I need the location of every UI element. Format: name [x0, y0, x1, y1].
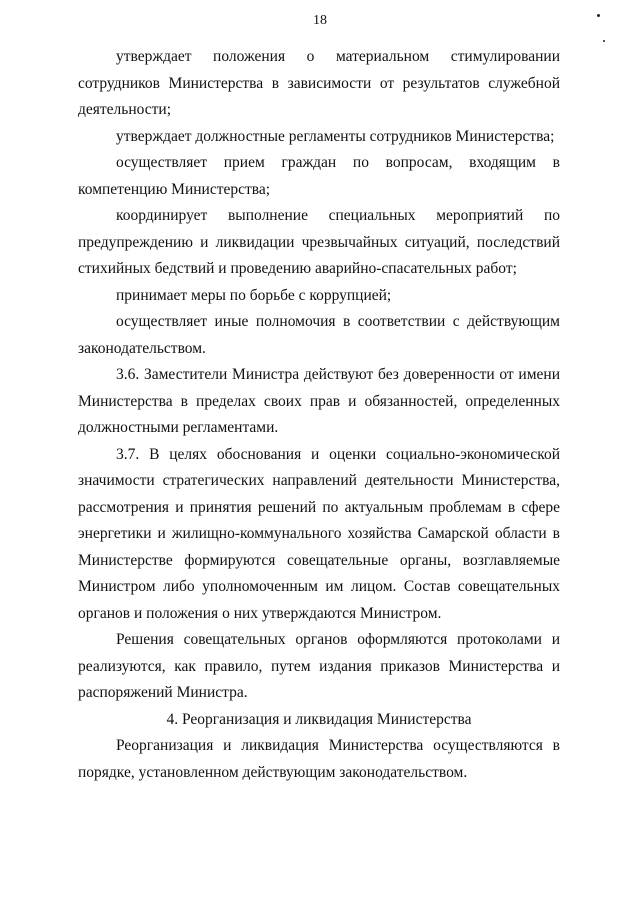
scan-speck [597, 14, 600, 17]
paragraph: осуществляет прием граждан по вопросам, входящим в компетенцию Министерства; [78, 154, 560, 198]
paragraph: принимает меры по борьбе с коррупцией; [116, 286, 392, 304]
paragraph: 3.7. В целях обоснования и оценки социально-экономической значимости стратегических направлений деятельности Министерства, рассмотрения и принятия решений по актуальным проблемам в сфере энергетики и жилищно-коммунального хозяйства Самарской области в Министерстве формируются совещательные органы, возглавляемые Министром либо уполномоченным им лицом. Состав совещательных органов и положения о них утверждаются Министром. [78, 445, 560, 622]
section-heading: 4. Реорганизация и ликвидация Министерства [166, 710, 472, 728]
paragraph: 3.6. Заместители Министра действуют без доверенности от имени Министерства в пределах своих прав и обязанностей, определенных должностными регламентами. [78, 366, 560, 436]
document-body [78, 44, 560, 786]
paragraph: утверждает должностные регламенты сотрудников Министерства; [116, 127, 555, 145]
scan-speck [603, 40, 605, 42]
paragraph: Реорганизация и ликвидация Министерства осуществляются в порядке, установленном действующим законодательством. [78, 737, 560, 781]
paragraph: Решения совещательных органов оформляются протоколами и реализуются, как правило, путем издания приказов Министерства и распоряжений Министра. [78, 631, 560, 701]
page-number: 18 [313, 13, 327, 28]
paragraph: координирует выполнение специальных мероприятий по предупреждению и ликвидации чрезвычайных ситуаций, последствий стихийных бедствий и проведению аварийно-спасательных работ; [78, 207, 560, 277]
paragraph: осуществляет иные полномочия в соответствии с действующим законодательством. [78, 313, 560, 357]
paragraph: утверждает положения о материальном стимулировании сотрудников Министерства в зависимости от результатов служебной деятельности; [78, 48, 560, 118]
